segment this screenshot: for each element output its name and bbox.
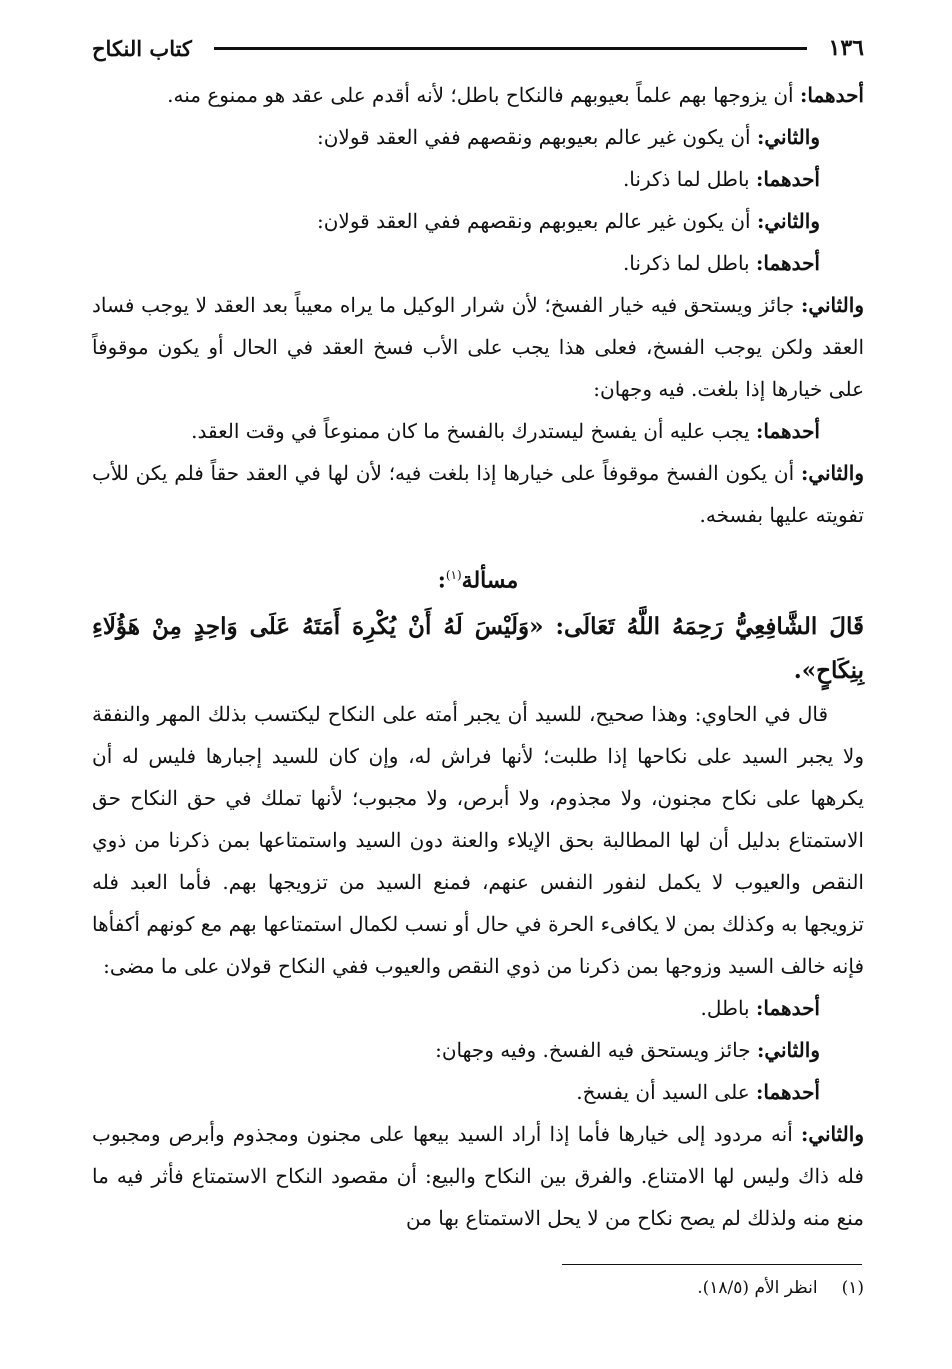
paragraph: والثاني: جائز ويستحق فيه الفسخ. وفيه وجهان: — [435, 1038, 820, 1063]
book-title: كتاب النكاح — [92, 35, 192, 61]
footnote-rule — [562, 1264, 862, 1265]
header-rule — [214, 47, 807, 50]
footnote — [697, 1278, 864, 1298]
paragraph: والثاني: أن يكون الفسخ موقوفاً على خيارها إذا بلغت فيه؛ لأن لها في العقد حقاً فلم يكن للأب تفويته عليها بفسخه. — [92, 461, 864, 527]
paragraph: والثاني: جائز ويستحق فيه خيار الفسخ؛ لأن شرار الوكيل ما يراه معيباً بعد العقد لا يوجب فساد العقد ولكن يوجب الفسخ، فعلى هذا يجب على الأب فسخ العقد في الحال أو يكون موقوفاً على خيارها إذا بلغت. فيه وجهان: — [92, 293, 865, 401]
paragraph: أحدهما: يجب عليه أن يفسخ ليستدرك بالفسخ ما كان ممنوعاً في وقت العقد. — [191, 419, 820, 443]
paragraph: والثاني: أنه مردود إلى خيارها فأما إذا أراد السيد بيعها على مجنون ومجذوم وأبرص ومجبوب فله ذاك وليس لها الامتناع. والفرق بين النكاح والبيع: أن مقصود النكاح الاستمتاع فأثر فيه ما منع منه ولذلك لم يصح نكاح من لا يحل الاستمتاع بها من — [92, 1122, 864, 1231]
paragraph: أحدهما: أن يزوجها بهم علماً بعيوبهم فالنكاح باطل؛ لأنه أقدم على عقد هو ممنوع منه. — [167, 83, 864, 107]
footnote-number: (١) — [841, 1278, 864, 1298]
section-heading: مسألة$^{(١)}$: — [437, 567, 519, 594]
paragraph: أحدهما: باطل لما ذكرنا. — [622, 167, 820, 191]
main-paragraph: قال في الحاوي: وهذا صحيح، للسيد أن يجبر أمته على النكاح ليكتسب بذلك المهر والنفقة ولا يجبر السيد على نكاحها إذا طلبت؛ لأنها فراش له، وإن كان للسيد إجبارها فليس له أن يكرهها على نكاح مجنون، ولا مجذوم، ولا أبرص، ولا مجبوب؛ لأنها تملك في حق النكاح حق الاستمتاع بدليل أن لها المطالبة بحق الإيلاء والعنة دون السيد واستمتاعها بمن ذكرنا من ذوي النقص والعيوب لا يكمل لنفور النفس عنهم، فمنع السيد من تزويجها بهم. فأما العبد فله تزويجها به وكذلك بمن لا يكافىء الحرة في حال أو نسب لكمال استمتاعها بهم مع كونهم أكفأها فإنه خالف السيد وزوجها بمن ذكرنا من ذوي النقص والعيوب ففي النكاح قولان على ما مضى: — [92, 702, 864, 979]
paragraph: والثاني: أن يكون غير عالم بعيوبهم ونقصهم ففي العقد قولان: — [317, 125, 820, 149]
paragraph: أحدهما: على السيد أن يفسخ. — [576, 1080, 820, 1105]
shafii-quote: قَالَ الشَّافِعِيُّ رَحِمَهُ اللَّهُ تَعَالَى: «وَلَيْسَ لَهُ أَنْ يُكْرِهَ أَمَتَهُ عَلَى وَاحِدٍ مِنْ هَؤُلَاءِ بِنِكَاحٍ». — [92, 613, 864, 685]
paragraph: أحدهما: باطل. — [700, 996, 820, 1021]
paragraph: والثاني: أن يكون غير عالم بعيوبهم ونقصهم ففي العقد قولان: — [317, 209, 820, 233]
page-header — [92, 28, 864, 68]
page-body — [92, 74, 864, 1239]
footnote-text: انظر الأم (١٨/٥). — [697, 1278, 818, 1298]
page-number: ١٣٦ — [828, 35, 864, 61]
footnote-ref: (١) — [445, 568, 462, 582]
paragraph: أحدهما: باطل لما ذكرنا. — [622, 251, 820, 275]
